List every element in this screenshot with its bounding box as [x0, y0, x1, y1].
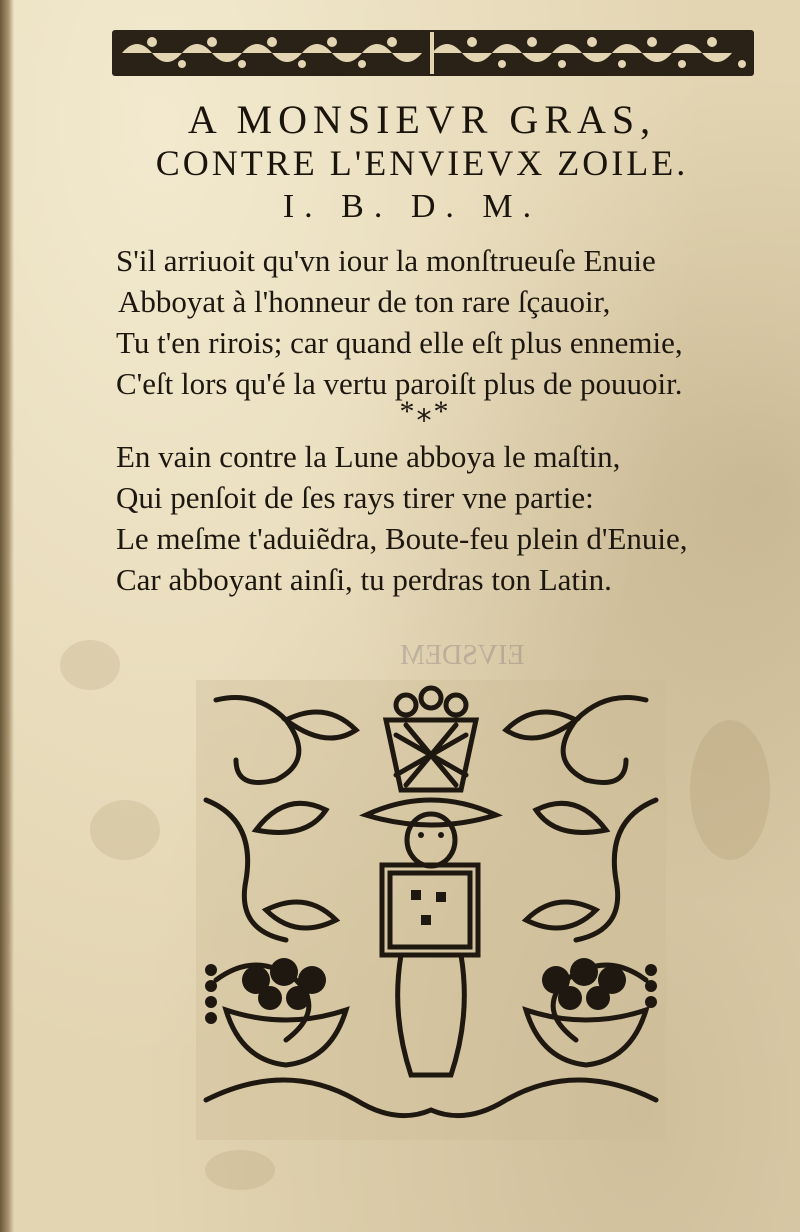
book-spine-edge: [0, 0, 14, 1232]
stanza-2: [116, 436, 766, 600]
paper-stain: [690, 720, 770, 860]
paper-stain: [60, 640, 120, 690]
decorative-headband: [112, 28, 754, 78]
verse-line: Le meſme t'aduiẽdra, Boute-feu plein d'Enuie,: [116, 521, 688, 556]
stanza-1: [116, 240, 766, 404]
verse-line: Abboyat à l'honneur de ton rare ſçauoir,: [118, 284, 611, 319]
author-initials: I. B. D. M.: [282, 188, 542, 225]
verse-line: C'eſt lors qu'é la vertu paroiſt plus de pouuoir.: [116, 366, 683, 401]
bleed-through-heading: EIVSDEM: [400, 640, 525, 671]
paper-stain: [205, 1150, 275, 1190]
paper-stain: [90, 800, 160, 860]
asterism-divider: *⁎*: [399, 395, 451, 428]
verse-line: S'il arriuoit qu'vn iour la monſtrueuſe Enuie: [116, 243, 656, 278]
woodcut-ornament: [196, 680, 666, 1140]
verse-line: Tu t'en rirois; car quand elle eſt plus ennemie,: [116, 325, 683, 360]
verse-line: En vain contre la Lune abboya le maſtin,: [116, 439, 621, 474]
verse-line: Car abboyant ainſi, tu perdras ton Latin.: [116, 562, 612, 597]
heading-line-2: CONTRE L'ENVIEVX ZOILE.: [155, 143, 689, 183]
verse-line: Qui penſoit de ſes rays tirer vne partie:: [116, 480, 594, 515]
heading-line-1: A MONSIEVR GRAS,: [187, 97, 657, 142]
